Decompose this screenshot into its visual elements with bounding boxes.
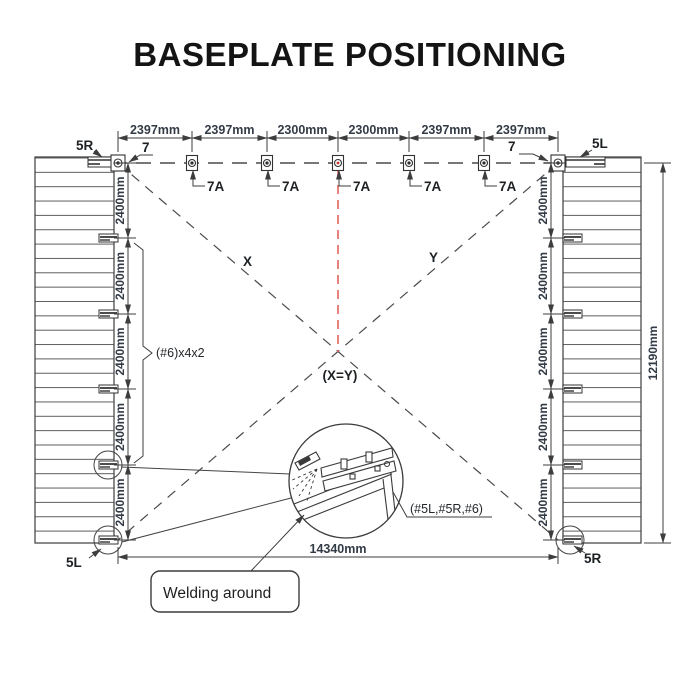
left-group-note-text: (#6)x4x2 (156, 346, 205, 360)
left-dim-2: 2400mm (113, 251, 127, 301)
detail-leader-lines (121, 467, 291, 542)
welding-callout (151, 515, 304, 612)
top-dim-1: 2397mm (129, 123, 181, 137)
left-dim-3: 2400mm (113, 327, 127, 376)
bottom-right-corner-label: 5R (584, 551, 602, 566)
top-dim-5: 2397mm (421, 123, 472, 137)
left-dim-1: 2400mm (113, 176, 127, 225)
top-dim-6: 2397mm (495, 123, 547, 137)
right-dim-3: 2400mm (536, 327, 550, 376)
right-dim-2: 2400mm (536, 251, 550, 301)
bottom-dimension (118, 542, 558, 564)
left-dim-4: 2400mm (113, 402, 127, 452)
top-dim-2: 2397mm (204, 123, 255, 137)
top-dimension-chain (118, 131, 558, 152)
diagonal-y-label: Y (429, 250, 439, 265)
baseplate-7a-label: 7A (499, 179, 517, 194)
mid-baseplate-callouts (193, 170, 517, 194)
bottom-dimension-text: 14340mm (309, 542, 367, 556)
overall-height-dimension (644, 163, 671, 543)
baseplate-7a-label: 7A (353, 179, 371, 194)
left-group-note (134, 243, 205, 463)
baseplate-7-label: 7 (142, 140, 150, 155)
baseplate-7a-label: 7A (424, 179, 442, 194)
baseplate-7a-label: 7A (207, 179, 225, 194)
welding-note-text: Welding around (163, 585, 272, 602)
top-dim-4: 2300mm (348, 123, 399, 137)
top-right-corner-label: 5L (592, 136, 608, 151)
left-dimension-texts (113, 176, 127, 526)
baseplate-7a-label: 7A (282, 179, 300, 194)
right-dimension-texts (536, 176, 550, 526)
left-panel (35, 157, 114, 543)
right-dim-4: 2400mm (536, 402, 550, 452)
right-dim-1: 2400mm (536, 176, 550, 225)
diagonal-x-label: X (243, 254, 253, 269)
detail-circle (289, 424, 492, 538)
top-corner-brackets (88, 157, 605, 167)
baseplate-7-label: 7 (508, 139, 516, 154)
bottom-left-corner-label: 5L (66, 555, 82, 570)
diagonal-equal-label: (X=Y) (322, 368, 358, 383)
detail-parts-note: (#5L,#5R,#6) (410, 502, 483, 516)
total-height-text: 12190mm (646, 325, 660, 381)
page-title: BASEPLATE POSITIONING (133, 36, 567, 73)
right-dim-5: 2400mm (536, 478, 550, 527)
top-dim-3: 2300mm (277, 123, 328, 137)
left-dim-5: 2400mm (113, 478, 127, 527)
right-panel (563, 157, 641, 543)
top-left-corner-label: 5R (76, 138, 94, 153)
